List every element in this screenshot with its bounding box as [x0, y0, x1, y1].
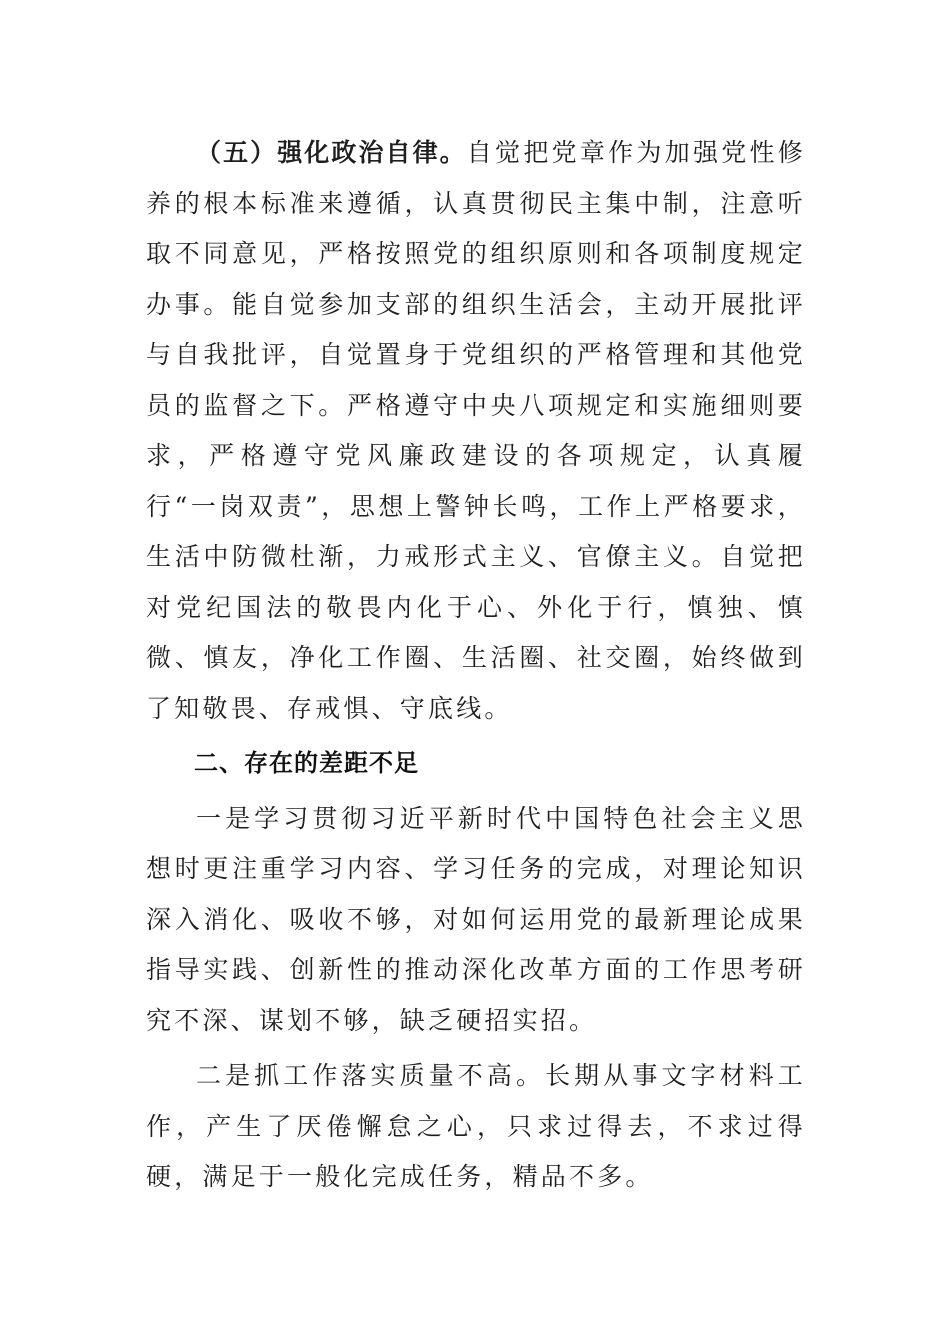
paragraph-body-text: 自觉把党章作为加强党性修养的根本标准来遵循，认真贯彻民主集中制，注意听取不同意见，严格按照党的组织原则和各项制度规定办事。能自觉参加支部的组织生活会，主动开展批评与自我批评，自觉置身于党组织的严格管理和其他党员的监督之下。严格遵守中央八项规定和实施细则要求，严格遵守党风廉政建设的各项规定，认真履行“一岗双责”，思想上警钟长鸣，工作上严格要求，生活中防微杜渐，力戒形式主义、官僚主义。自觉把对党纪国法的敬畏内化于心、外化于行，慎独、慎微、慎友，净化工作圈、生活圈、社交圈，始终做到了知敬畏、存戒惧、守底线。 [146, 138, 806, 723]
paragraph-political-self-discipline [146, 128, 806, 734]
section-heading-shortcomings: 二、存在的差距不足 [194, 749, 419, 777]
document-body [146, 128, 806, 1203]
paragraph-shortcoming-one: 一是学习贯彻习近平新时代中国特色社会主义思想时更注重学习内容、学习任务的完成，对理论知识深入消化、吸收不够，对如何运用党的最新理论成果指导实践、创新性的推动深化改革方面的工作思考研究不深、谋划不够，缺乏硬招实招。 [146, 803, 806, 1035]
paragraph-lead-title: （五）强化政治自律。 [196, 138, 467, 167]
paragraph-shortcoming-two: 二是抓工作落实质量不高。长期从事文字材料工作，产生了厌倦懈怠之心，只求过得去，不求过得硬，满足于一般化完成任务，精品不多。 [146, 1061, 806, 1191]
